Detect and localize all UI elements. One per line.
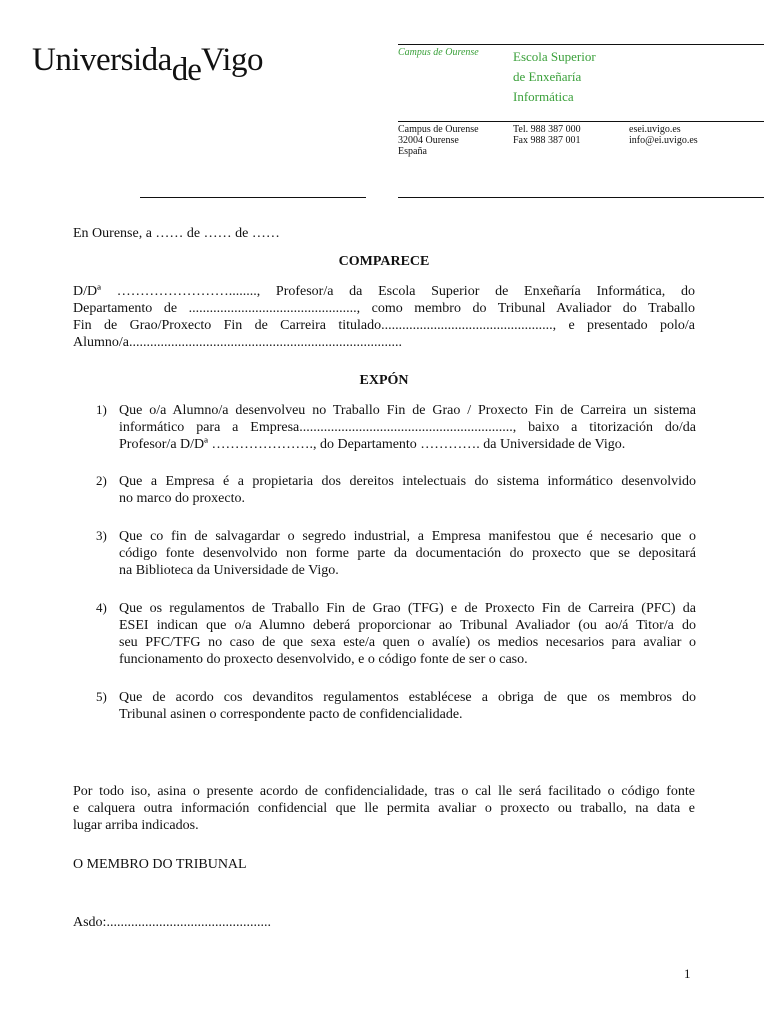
item-line: Que os regulamentos de Traballo Fin de Grao (TFG) e de Proxecto Fin de Carreira (PFC) da bbox=[119, 601, 696, 616]
item-line: Que de acordo cos devanditos regulamentos establécese a obriga de que os membros do bbox=[119, 690, 696, 705]
place-date: En Ourense, a …… de …… de …… bbox=[73, 226, 280, 241]
header-top-rule bbox=[398, 44, 764, 45]
heading-comparece: COMPARECE bbox=[338, 254, 430, 269]
logo-part-3: Vigo bbox=[200, 42, 263, 78]
item-line: na Biblioteca da Universidade de Vigo. bbox=[119, 563, 339, 578]
email-link[interactable]: info@ei.uvigo.es bbox=[629, 135, 698, 146]
item-number: 2) bbox=[96, 473, 107, 488]
item-line: Que o/a Alumno/a desenvolveu no Traballo Fin de Grao / Proxecto Fin de Carreira un sistema bbox=[119, 403, 696, 418]
item-line: Que co fin de salvagardar o segredo industrial, a Empresa manifestou que é necesario que o bbox=[119, 529, 696, 544]
header-mid-rule bbox=[398, 121, 764, 122]
comparece-paragraph bbox=[73, 283, 695, 351]
header-bottom-rule-left bbox=[140, 197, 366, 198]
item-line: funcionamento do proxecto desenvolvido, e o código fonte de ser o caso. bbox=[119, 652, 528, 667]
header-bottom-rule-right bbox=[398, 197, 764, 198]
page-number: 1 bbox=[684, 966, 691, 981]
phone-line: Tel. 988 387 000 bbox=[513, 124, 581, 135]
paragraph-line: Alumno/a.............................................................................. bbox=[73, 335, 402, 350]
address-line: 32004 Ourense bbox=[398, 135, 459, 146]
paragraph-line: Fin de Grao/Proxecto Fin de Carreira titulado................................................., e presentado polo/a bbox=[73, 318, 695, 333]
school-line: de Enxeñaría bbox=[513, 69, 582, 84]
university-logo bbox=[32, 42, 263, 88]
phone-block bbox=[513, 124, 581, 146]
paragraph-line: lugar arriba indicados. bbox=[73, 818, 199, 833]
fax-line: Fax 988 387 001 bbox=[513, 135, 581, 146]
item-line: Que a Empresa é a propietaria dos dereitos intelectuais do sistema informático desenvolvido bbox=[119, 474, 696, 489]
school-line: Escola Superior bbox=[513, 49, 596, 64]
campus-tag: Campus de Ourense bbox=[398, 47, 479, 58]
item-number: 1) bbox=[96, 402, 107, 417]
item-line: seu PFC/TFG no caso de que sexa este/a quen o avalíe) os medios necesarios para avaliar o bbox=[119, 635, 696, 650]
item-line: ESEI indican que o/a Alumno deberá proporcionar ao Tribunal Avaliador (ou ao/á Titor/a do bbox=[119, 618, 696, 633]
item-line: no marco do proxecto. bbox=[119, 491, 245, 506]
paragraph-line: Departamento de ................................................, como membro do Tribunal Avaliador do Traballo bbox=[73, 301, 695, 316]
item-number: 4) bbox=[96, 600, 107, 615]
address-block bbox=[398, 124, 479, 157]
school-line: Informática bbox=[513, 89, 574, 104]
item-line: informático para a Empresa............................................................., baixo a titorización do/da bbox=[119, 420, 696, 435]
heading-expon: EXPÓN bbox=[359, 373, 409, 388]
item-line: Profesor/a D/Dª …………………., do Departamento …………. da Universidade de Vigo. bbox=[119, 437, 626, 452]
address-line: España bbox=[398, 146, 427, 157]
signature-line: Asdo:............................................... bbox=[73, 915, 271, 930]
closing-paragraph bbox=[73, 783, 695, 834]
item-line: código fonte desenvolvido non forme parte da documentación do proxecto que se depositará bbox=[119, 546, 696, 561]
school-name bbox=[513, 47, 596, 107]
logo-part-2: de bbox=[171, 52, 201, 88]
paragraph-line: e calquera outra información confidencial que lle permita avaliar o proxecto ou traballo, na data e bbox=[73, 801, 695, 816]
logo-part-1: Universida bbox=[32, 42, 172, 78]
address-line: Campus de Ourense bbox=[398, 124, 479, 135]
item-line: Tribunal asinen o correspondente pacto de confidencialidade. bbox=[119, 707, 463, 722]
paragraph-line: D/Dª ……………………........, Profesor/a da Escola Superior de Enxeñaría Informática, do bbox=[73, 284, 695, 299]
paragraph-line: Por todo iso, asina o presente acordo de confidencialidade, tras o cal lle será facilitado o código fonte bbox=[73, 784, 695, 799]
signatory-title: O MEMBRO DO TRIBUNAL bbox=[73, 857, 247, 872]
item-number: 5) bbox=[96, 689, 107, 704]
website-link[interactable]: esei.uvigo.es bbox=[629, 124, 681, 135]
item-number: 3) bbox=[96, 528, 107, 543]
web-block bbox=[629, 124, 698, 146]
